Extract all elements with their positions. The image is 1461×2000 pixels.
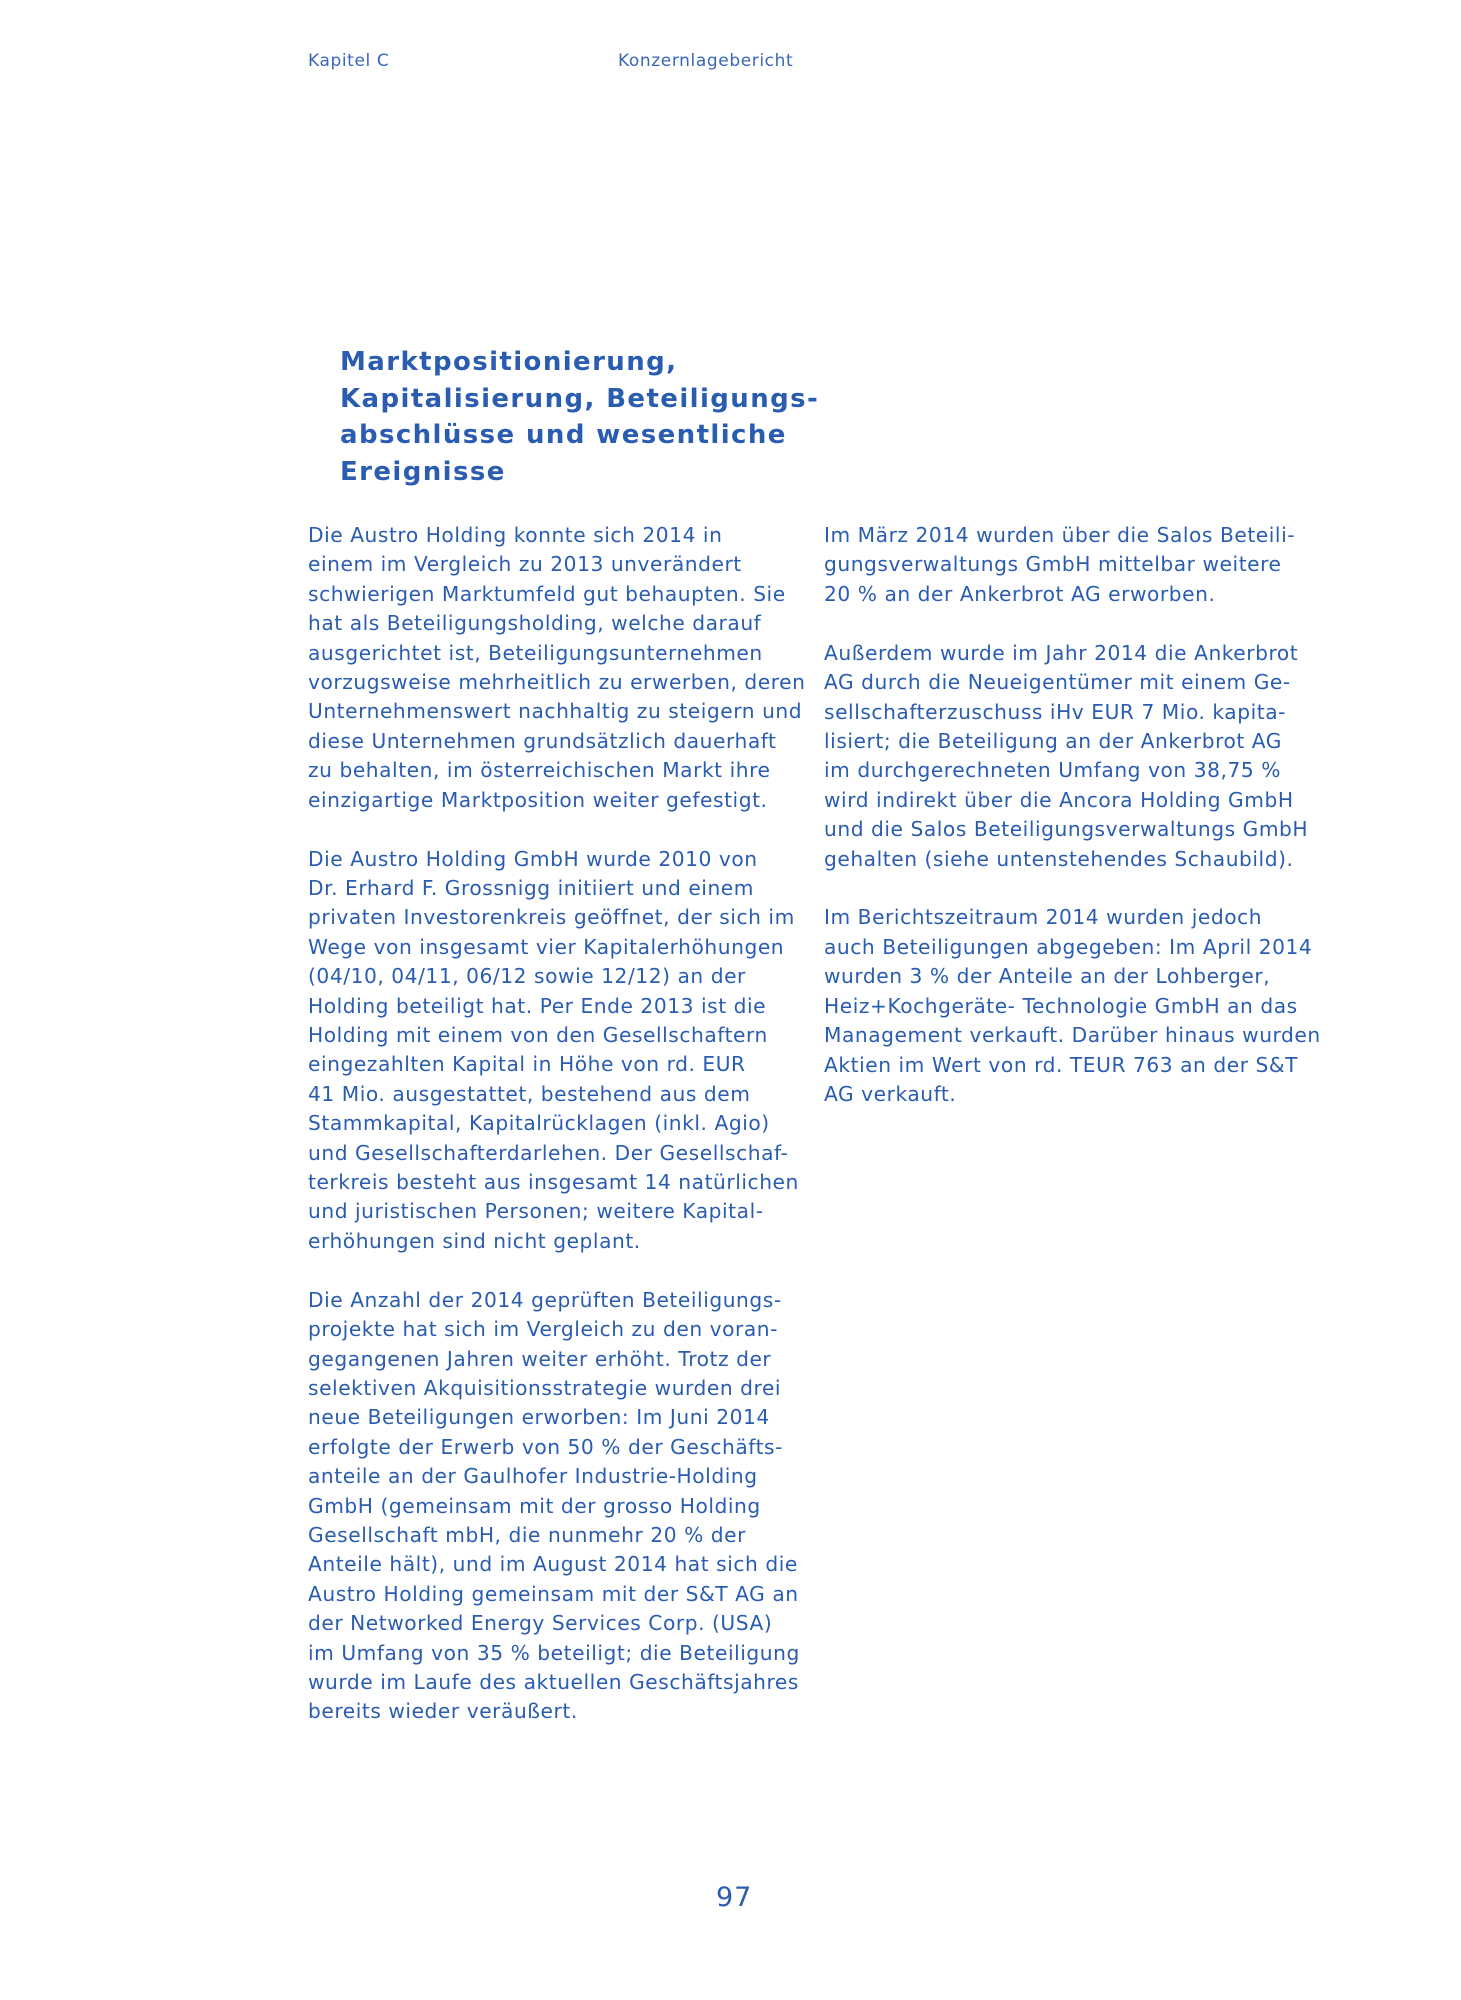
heading-line: Marktpositionierung, xyxy=(340,347,678,377)
text-line: GmbH (gemeinsam mit der grosso Holding xyxy=(308,1493,761,1518)
text-line: zu behalten, im österreichischen Markt ihre xyxy=(308,758,771,783)
text-line: lisiert; die Beteiligung an der Ankerbrot AG xyxy=(824,728,1283,753)
heading-line: Kapitalisierung, Beteiligungs- xyxy=(340,383,820,414)
body-paragraph xyxy=(824,903,1324,1109)
text-line: AG durch die Neueigentümer mit einem Ge- xyxy=(824,670,1291,695)
text-line: und die Salos Beteiligungsverwaltungs GmbH xyxy=(824,817,1309,842)
text-line: neue Beteiligungen erworben: Im Juni 2014 xyxy=(308,1405,770,1430)
text-line: wurden 3 % der Anteile an der Lohberger, xyxy=(824,964,1271,989)
text-line: auch Beteiligungen abgegeben: Im April 2014 xyxy=(824,934,1313,959)
text-line: vorzugsweise mehrheitlich zu erwerben, deren xyxy=(308,670,806,695)
text-line: im durchgerechneten Umfang von 38,75 % xyxy=(824,758,1281,783)
text-line: selektiven Akquisitionsstrategie wurden drei xyxy=(308,1375,782,1400)
text-line: Die Anzahl der 2014 geprüften Beteiligungs- xyxy=(308,1287,782,1312)
text-line: ausgerichtet ist, Beteiligungsunternehmen xyxy=(308,640,763,665)
text-line: Management verkauft. Darüber hinaus wurden xyxy=(824,1023,1321,1048)
right-column xyxy=(824,521,1324,1139)
body-paragraph xyxy=(308,521,808,815)
left-column xyxy=(308,521,808,1756)
text-line: diese Unternehmen grundsätzlich dauerhaft xyxy=(308,728,777,753)
text-line: 41 Mio. ausgestattet, bestehend aus dem xyxy=(308,1081,751,1106)
text-line: anteile an der Gaulhofer Industrie-Holding xyxy=(308,1464,758,1489)
text-line: terkreis besteht aus insgesamt 14 natürlichen xyxy=(308,1170,799,1195)
text-line: und juristischen Personen; weitere Kapital- xyxy=(308,1199,764,1224)
text-line: Die Austro Holding GmbH wurde 2010 von xyxy=(308,846,758,871)
text-line: Heiz+Kochgeräte- Technologie GmbH an das xyxy=(824,993,1298,1018)
text-line: gegangenen Jahren weiter erhöht. Trotz der xyxy=(308,1346,772,1371)
text-line: gehalten (siehe untenstehendes Schaubild). xyxy=(824,846,1294,871)
text-line: Außerdem wurde im Jahr 2014 die Ankerbrot xyxy=(824,640,1299,665)
text-line: Unternehmenswert nachhaltig zu steigern und xyxy=(308,699,803,724)
text-line: Holding beteiligt hat. Per Ende 2013 ist die xyxy=(308,993,767,1018)
body-paragraph xyxy=(308,1286,808,1727)
text-line: Stammkapital, Kapitalrücklagen (inkl. Agio) xyxy=(308,1111,770,1136)
text-line: Austro Holding gemeinsam mit der S&T AG an xyxy=(308,1581,799,1606)
text-line: bereits wieder veräußert. xyxy=(308,1699,578,1724)
text-line: AG verkauft. xyxy=(824,1081,957,1106)
text-line: gungsverwaltungs GmbH mittelbar weitere xyxy=(824,552,1282,577)
text-line: (04/10, 04/11, 06/12 sowie 12/12) an der xyxy=(308,964,746,989)
text-line: schwierigen Marktumfeld gut behaupten. Sie xyxy=(308,581,786,606)
text-line: wird indirekt über die Ancora Holding GmbH xyxy=(824,787,1294,812)
text-line: wurde im Laufe des aktuellen Geschäftsjahres xyxy=(308,1670,799,1695)
text-line: Im März 2014 wurden über die Salos Beteili- xyxy=(824,523,1296,547)
text-line: Dr. Erhard F. Grossnigg initiiert und einem xyxy=(308,875,754,900)
running-head-chapter: Kapitel C xyxy=(308,51,390,71)
text-line: sellschafterzuschuss iHv EUR 7 Mio. kapita- xyxy=(824,699,1286,724)
text-line: projekte hat sich im Vergleich zu den voran- xyxy=(308,1317,778,1342)
text-line: Die Austro Holding konnte sich 2014 in xyxy=(308,523,723,547)
section-heading xyxy=(340,344,819,490)
text-line: erhöhungen sind nicht geplant. xyxy=(308,1228,641,1253)
text-line: und Gesellschafterdarlehen. Der Gesellschaf- xyxy=(308,1140,789,1165)
text-line: privaten Investorenkreis geöffnet, der sich im xyxy=(308,905,795,930)
text-line: Wege von insgesamt vier Kapitalerhöhungen xyxy=(308,934,785,959)
text-line: der Networked Energy Services Corp. (USA) xyxy=(308,1611,773,1636)
running-head-section: Konzernlagebericht xyxy=(618,51,794,71)
text-line: hat als Beteiligungsholding, welche darauf xyxy=(308,611,762,636)
body-paragraph xyxy=(824,521,1324,609)
text-line: einzigartige Marktposition weiter gefestigt. xyxy=(308,787,768,812)
heading-line: abschlüsse und wesentliche xyxy=(340,420,787,450)
text-line: Gesellschaft mbH, die nunmehr 20 % der xyxy=(308,1523,746,1547)
text-line: Anteile hält), und im August 2014 hat sich die xyxy=(308,1552,798,1577)
page-number: 97 xyxy=(716,1882,753,1913)
text-line: einem im Vergleich zu 2013 unverändert xyxy=(308,552,742,577)
body-paragraph xyxy=(308,845,808,1257)
text-line: erfolgte der Erwerb von 50 % der Geschäfts- xyxy=(308,1434,783,1459)
text-line: 20 % an der Ankerbrot AG erworben. xyxy=(824,581,1216,606)
heading-line: Ereignisse xyxy=(340,456,506,487)
body-paragraph xyxy=(824,639,1324,874)
text-line: Im Berichtszeitraum 2014 wurden jedoch xyxy=(824,905,1263,930)
text-line: Holding mit einem von den Gesellschaftern xyxy=(308,1023,768,1047)
text-line: Aktien im Wert von rd. TEUR 763 an der S&T xyxy=(824,1052,1299,1077)
text-line: eingezahlten Kapital in Höhe von rd. EUR xyxy=(308,1052,746,1077)
text-line: im Umfang von 35 % beteiligt; die Beteiligung xyxy=(308,1640,800,1665)
